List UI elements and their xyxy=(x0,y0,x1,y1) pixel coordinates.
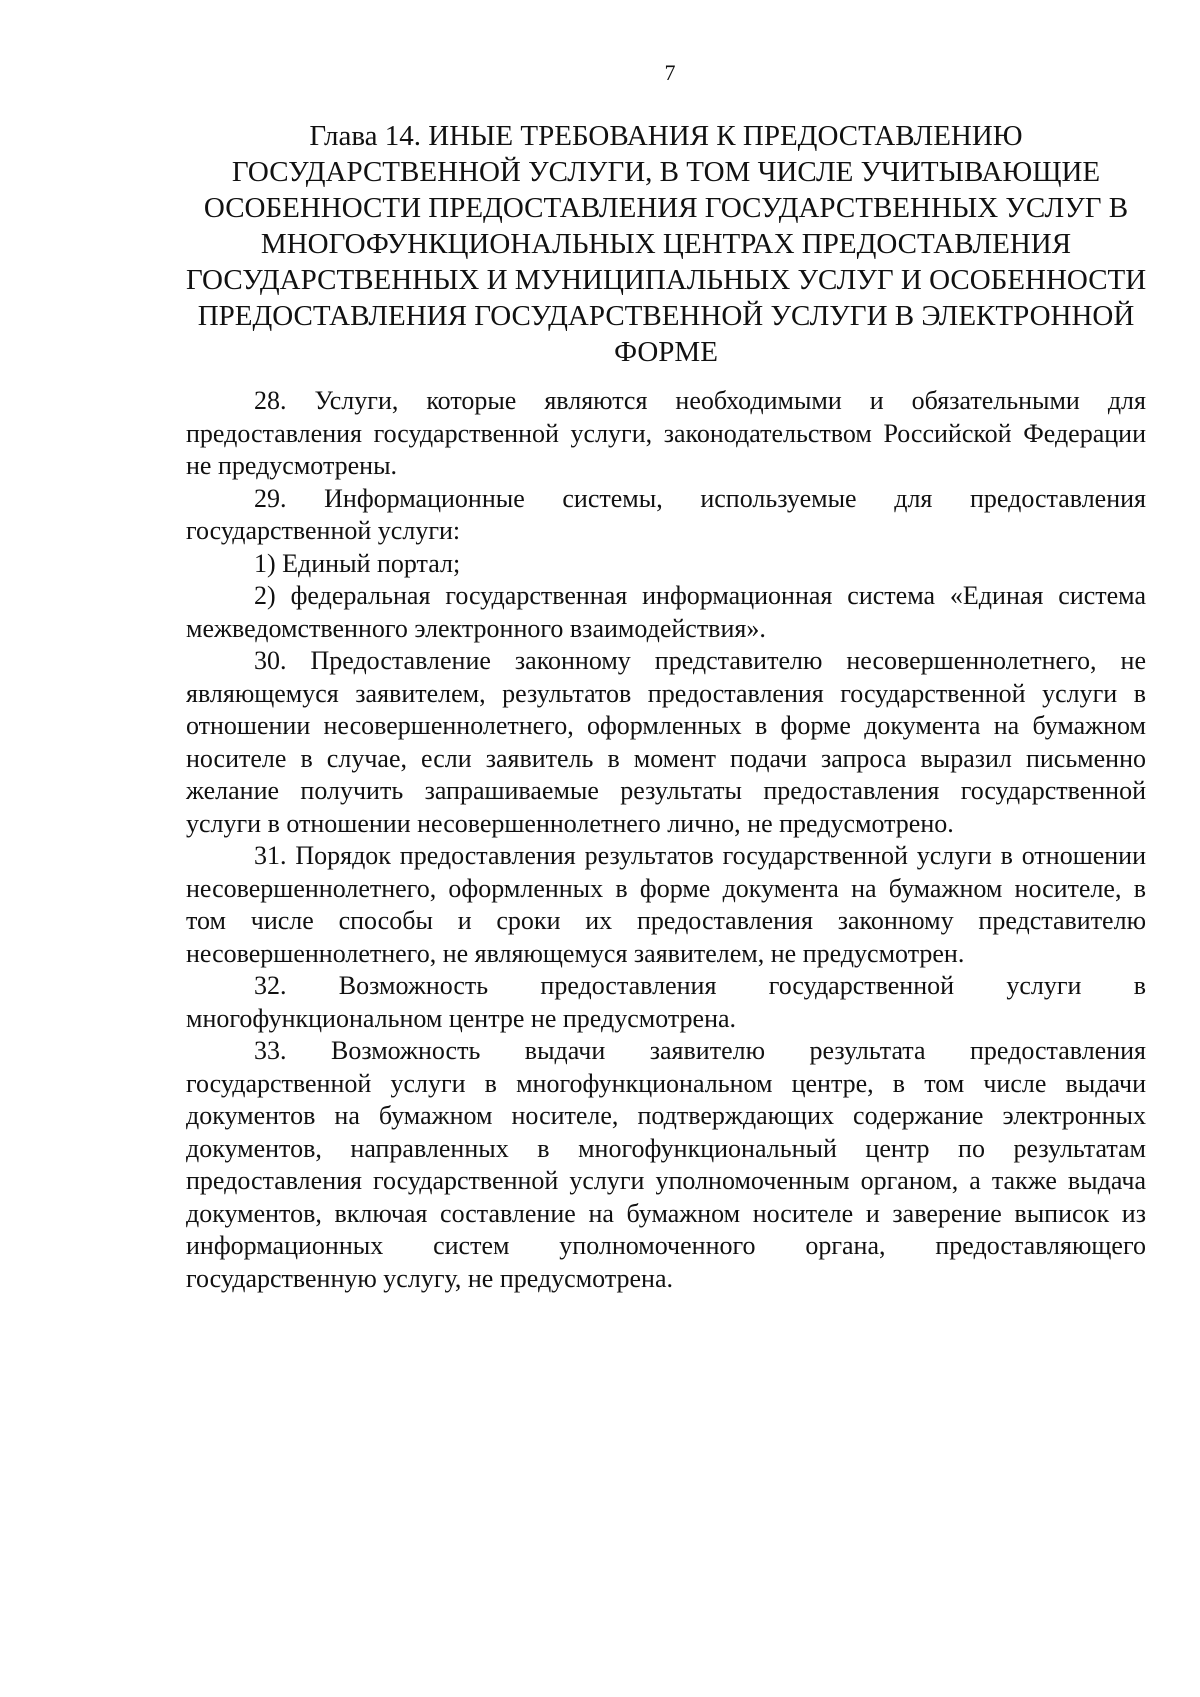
paragraph-33: 33. Возможность выдачи заявителю результата предоставления государственной услуги в многофункциональном центре, в том числе выдачи документов на бумажном носителе, подтверждающих содержание электронных документов, направленных в многофункциональный центр по результатам предоставления государственной услуги уполномоченным органом, а также выдача документов, включая составление на бумажном носителе и заверение выписок из информационных систем уполномоченного органа, предоставляющего государственную услугу, не предусмотрена. xyxy=(186,1036,1146,1293)
chapter-title-line: ФОРМЕ xyxy=(614,336,718,368)
chapter-title-line: ПРЕДОСТАВЛЕНИЯ ГОСУДАРСТВЕННОЙ УСЛУГИ В ЭЛЕКТРОННОЙ xyxy=(197,300,1135,332)
document-body xyxy=(186,385,1146,1295)
list-item-2: 2) федеральная государственная информационная система «Единая система межведомственного электронного взаимодействия». xyxy=(186,581,1146,643)
page-number: 7 xyxy=(664,60,676,85)
paragraph-29: 29. Информационные системы, используемые для предоставления государственной услуги: xyxy=(186,483,1146,545)
chapter-title-line: ГОСУДАРСТВЕННОЙ УСЛУГИ, В ТОМ ЧИСЛЕ УЧИТЫВАЮЩИЕ xyxy=(231,156,1101,188)
paragraph-30: 30. Предоставление законному представителю несовершеннолетнего, не являющемуся заявителем, результатов предоставления государственной услуги в отношении несовершеннолетнего, оформленных в форме документа на бумажном носителе в случае, если заявитель в момент подачи запроса выразил письменно желание получить запрашиваемые результаты предоставления государственной услуги в отношении несовершеннолетнего лично, не предусмотрено. xyxy=(186,646,1146,838)
chapter-title-line: ОСОБЕННОСТИ ПРЕДОСТАВЛЕНИЯ ГОСУДАРСТВЕННЫХ УСЛУГ В xyxy=(203,192,1129,224)
chapter-title xyxy=(186,118,1146,370)
paragraph-28: 28. Услуги, которые являются необходимыми и обязательными для предоставления государственной услуги, законодательством Российской Федерации не предусмотрены. xyxy=(186,386,1146,480)
chapter-title-line: Глава 14. ИНЫЕ ТРЕБОВАНИЯ К ПРЕДОСТАВЛЕНИЮ xyxy=(309,120,1023,152)
paragraph-32: 32. Возможность предоставления государственной услуги в многофункциональном центре не предусмотрена. xyxy=(186,971,1146,1033)
chapter-title-line: МНОГОФУНКЦИОНАЛЬНЫХ ЦЕНТРАХ ПРЕДОСТАВЛЕНИЯ xyxy=(260,228,1072,260)
paragraph-31: 31. Порядок предоставления результатов государственной услуги в отношении несовершеннолетнего, оформленных в форме документа на бумажном носителе, в том числе способы и сроки их предоставления законному представителю несовершеннолетнего, не являющемуся заявителем, не предусмотрен. xyxy=(186,841,1146,968)
chapter-title-line: ГОСУДАРСТВЕННЫХ И МУНИЦИПАЛЬНЫХ УСЛУГ И ОСОБЕННОСТИ xyxy=(186,264,1147,296)
list-item-1: 1) Единый портал; xyxy=(254,548,461,578)
